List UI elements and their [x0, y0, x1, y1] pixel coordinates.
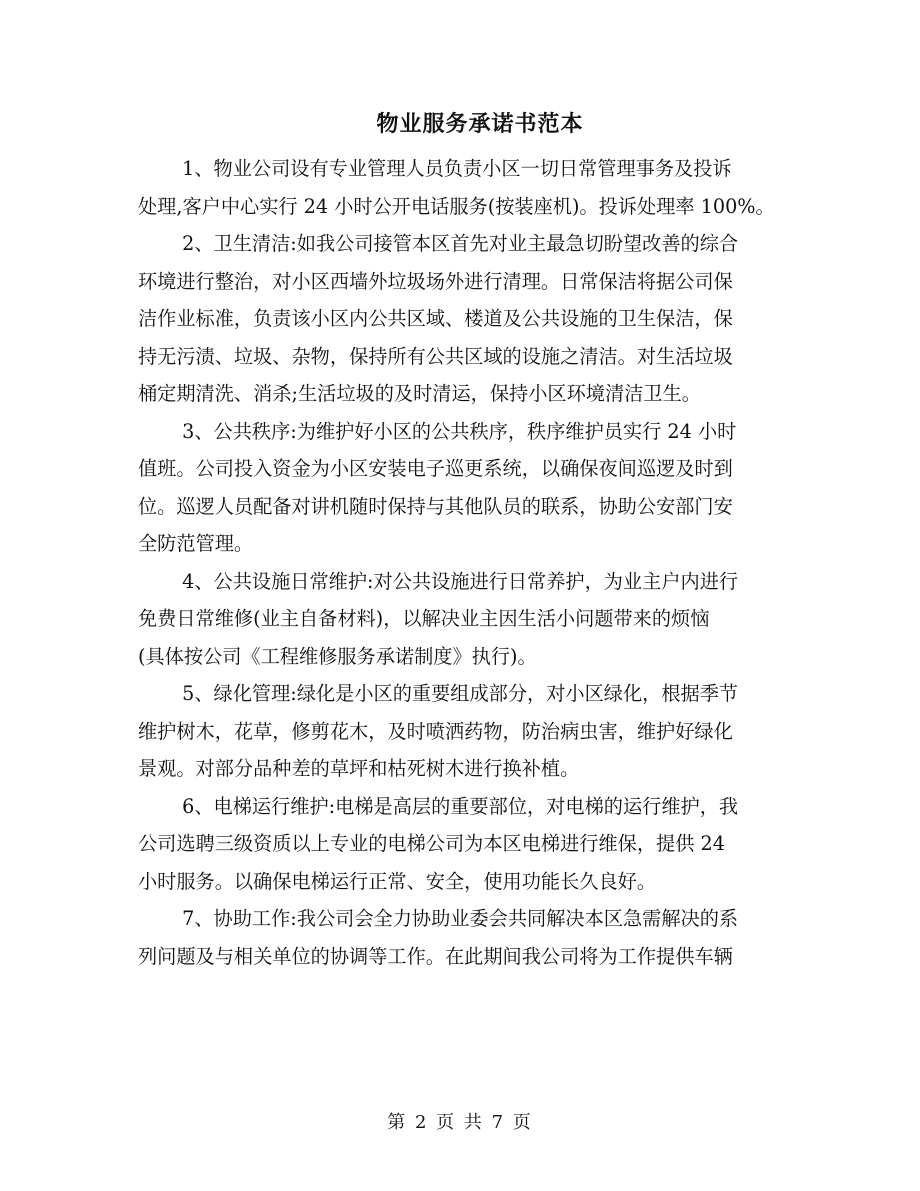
- paragraph-3: [138, 413, 796, 563]
- paragraph-line: 公司选聘三级资质以上专业的电梯公司为本区电梯进行维保，提供 24: [138, 832, 725, 855]
- paragraph-line: 列问题及与相关单位的协调等工作。在此期间我公司将为工作提供车辆: [138, 944, 733, 968]
- paragraph-line: (具体按公司《工程维修服务承诺制度》执行)。: [138, 644, 537, 668]
- paragraph-7: [138, 900, 796, 975]
- document-body: [138, 150, 796, 975]
- paragraph-line: 小时服务。以确保电梯运行正常、安全，使用功能长久良好。: [138, 869, 657, 893]
- paragraph-line: 全防范管理。: [138, 532, 254, 555]
- document-title: 物业服务承诺书范本: [376, 111, 584, 137]
- paragraph-line: 5、绿化管理:绿化是小区的重要组成部分，对小区绿化，根据季节: [182, 682, 739, 705]
- paragraph-line: 持无污渍、垃圾、杂物，保持所有公共区域的设施之清洁。对生活垃圾: [138, 344, 733, 368]
- page-footer: 第 2 页 共 7 页: [387, 1112, 533, 1133]
- paragraph-4: [138, 563, 796, 676]
- paragraph-line: 维护树木，花草，修剪花木，及时喷洒药物，防治病虫害，维护好绿化: [138, 719, 733, 743]
- paragraph-line: 免费日常维修(业主自备材料)，以解决业主因生活小问题带来的烦恼: [138, 607, 710, 630]
- paragraph-line: 2、卫生清洁:如我公司接管本区首先对业主最急切盼望改善的综合: [182, 232, 739, 255]
- paragraph-line: 位。巡逻人员配备对讲机随时保持与其他队员的联系，协助公安部门安: [138, 494, 733, 518]
- paragraph-1: [138, 150, 796, 225]
- paragraph-line: 值班。公司投入资金为小区安装电子巡更系统，以确保夜间巡逻及时到: [138, 457, 733, 480]
- paragraph-6: [138, 788, 796, 901]
- paragraph-line: 桶定期清洗、消杀;生活垃圾的及时清运，保持小区环境清洁卫生。: [138, 382, 701, 405]
- paragraph-5: [138, 675, 796, 788]
- paragraph-line: 7、协助工作:我公司会全力协助业委会共同解决本区急需解决的系: [182, 907, 739, 930]
- paragraph-line: 6、电梯运行维护:电梯是高层的重要部位，对电梯的运行维护，我: [182, 794, 739, 818]
- paragraph-line: 3、公共秩序:为维护好小区的公共秩序，秩序维护员实行 24 小时: [182, 419, 737, 443]
- paragraph-line: 1、物业公司设有专业管理人员负责小区一切日常管理事务及投诉: [182, 157, 732, 180]
- paragraph-line: 洁作业标准，负责该小区内公共区域、楼道及公共设施的卫生保洁，保: [138, 307, 733, 330]
- paragraph-2: [138, 225, 796, 413]
- paragraph-line: 景观。对部分品种差的草坪和枯死树木进行换补植。: [138, 757, 580, 780]
- paragraph-line: 4、公共设施日常维护:对公共设施进行日常养护，为业主户内进行: [182, 569, 739, 593]
- paragraph-line: 处理,客户中心实行 24 小时公开电话服务(按装座机)。投诉处理率 100%。: [138, 194, 775, 218]
- paragraph-line: 环境进行整治，对小区西墙外垃圾场外进行清理。日常保洁将据公司保: [138, 269, 733, 293]
